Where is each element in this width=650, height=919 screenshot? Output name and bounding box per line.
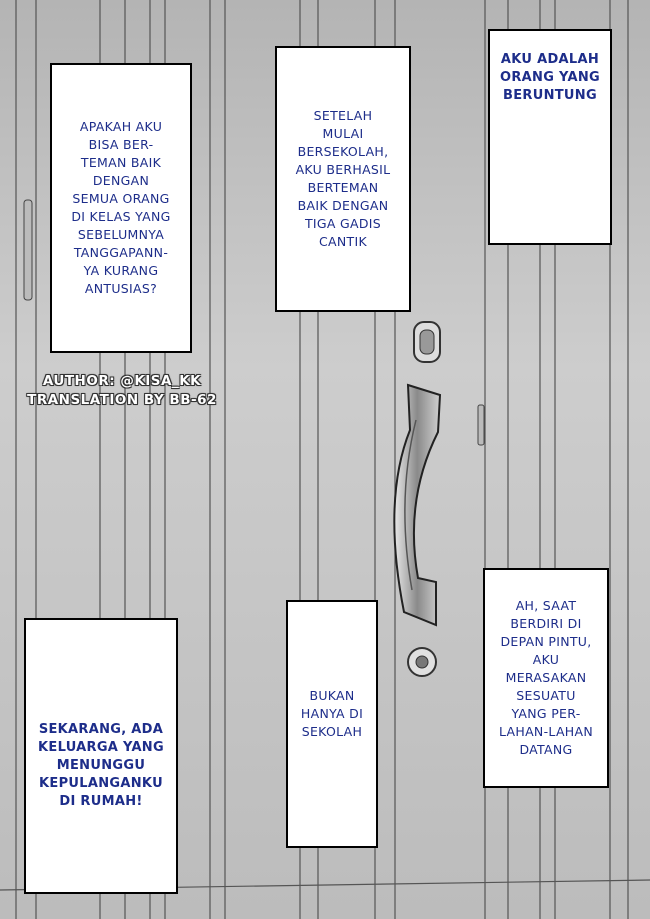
- credits: [22, 372, 222, 410]
- narration-box-1: [50, 63, 192, 353]
- author-credit: AUTHOR: @KISA_KK: [42, 373, 202, 389]
- narration-box-5: [286, 600, 378, 848]
- narration-text-5: BUKAN HANYA DI SEKOLAH: [300, 688, 364, 739]
- narration-text-2: SETELAH MULAI BERSEKOLAH, AKU BERHASIL BERTEMAN BAIK DENGAN TIGA GADIS CANTIK: [295, 108, 391, 249]
- narration-text-4: SEKARANG, ADA KELUARGA YANG MENUNGGU KEPULANGANKU DI RUMAH!: [38, 722, 164, 809]
- narration-box-6: [483, 568, 609, 788]
- narration-text-1: APAKAH AKU BISA BER- TEMAN BAIK DENGAN SEMUA ORANG DI KELAS YANG SEBELUMNYA TANGGAPANN- YA KURANG ANTUSIAS?: [71, 119, 171, 296]
- narration-box-3: [488, 29, 612, 245]
- narration-box-4: [24, 618, 178, 894]
- narration-box-2: [275, 46, 411, 312]
- narration-text-6: AH, SAAT BERDIRI DI DEPAN PINTU, AKU MERASAKAN SESUATU YANG PER- LAHAN-LAHAN DATANG: [498, 598, 594, 757]
- translation-credit: TRANSLATION BY BB-62: [27, 392, 217, 408]
- narration-text-3: AKU ADALAH ORANG YANG BERUNTUNG: [500, 52, 600, 103]
